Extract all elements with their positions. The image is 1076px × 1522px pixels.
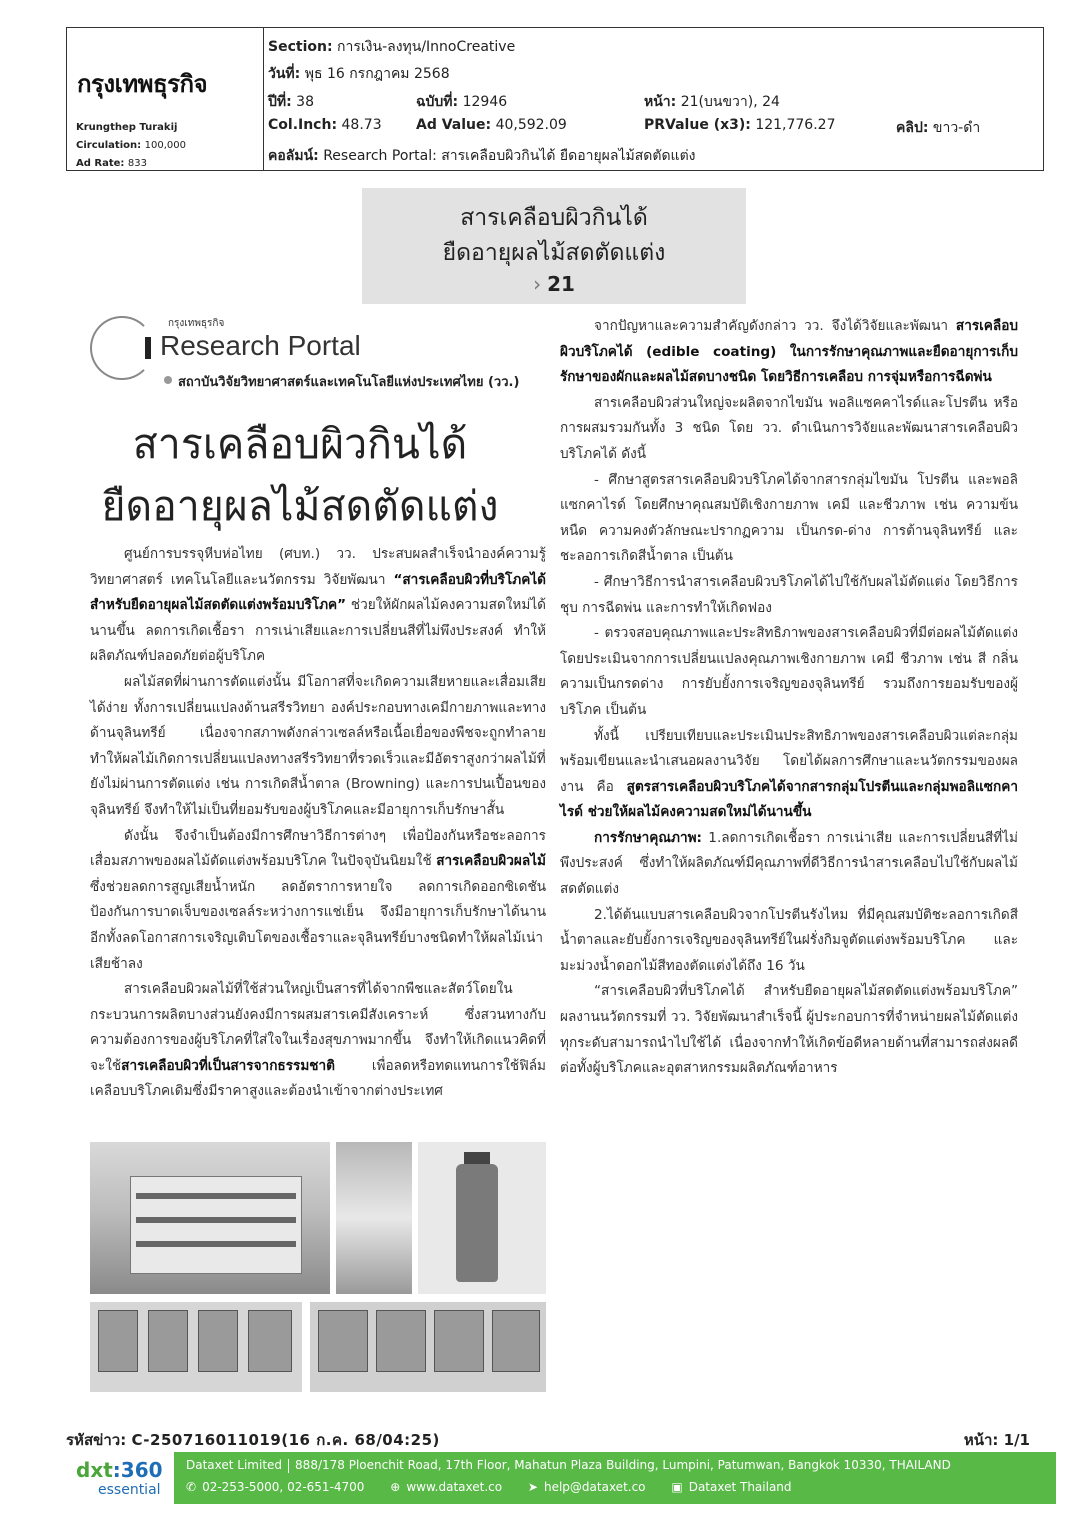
clipping-meta [264,28,1043,170]
paragraph: ศูนย์การบรรจุหีบห่อไทย (ศบท.) วว. ประสบผลสำเร็จนำองค์ความรู้วิทยาศาสตร์ เทคโนโลยีและนวัตกรรม วิจัยพัฒนา “สารเคลือบผิวที่บริโภคได้ สำหรับยืดอายุผลไม้สดตัดแต่งพร้อมบริโภค” ช่วยให้ผักผลไม้คงความสดใหม่ได้นานขึ้น ลดการเกิดเชื้อรา การเน่าเสียและการเปลี่ยนสีที่ไม่พึงประสงค์ ทำให้ผลิตภัณฑ์ปลอดภัยต่อผู้บริโภค [90,546,546,665]
headline-teaser-box [362,188,746,304]
list-item: - ตรวจสอบคุณภาพและประสิทธิภาพของสารเคลือบผิวที่มีต่อผลไม้ตัดแต่ง โดยประเมินจากการเปลี่ยนแปลงคุณภาพเชิงกายภาพ เคมี ชีวภาพ เช่น สี กลิ่น ความเป็นกรดด่าง การยับยั้งการเจริญของจุลินทรีย์ รวมถึงการยอมรับของผู้บริโภค เป็นต้น [560,625,1018,718]
fruit-tray-photo-2 [310,1302,546,1392]
company-address: 888/178 Ploenchit Road, 17th Floor, Mahatun Plaza Building, Lumpini, Patumwan, Bangkok 10330, THAILAND [295,1458,951,1472]
company-contact-line [186,1480,814,1494]
globe-icon: ⊕ [390,1480,401,1494]
portal-logo-bar [145,337,151,359]
portal-organization: สถาบันวิจัยวิทยาศาสตร์และเทคโนโลยีแห่งประเทศไทย (วว.) [178,375,520,390]
column-row: คอลัมน์: Research Portal: สารเคลือบผิวกินได้ ยืดอายุผลไม้สดตัดแต่ง [268,148,696,164]
company-footer-bar [174,1452,1056,1504]
send-icon: ➤ [527,1480,538,1494]
ad-rate: Ad Rate: 833 [76,158,147,169]
publication-panel [67,28,264,170]
phone-contact[interactable]: ✆ 02-253-5000, 02-651-4700 [186,1480,365,1494]
page-field: หน้า: 21(บนขวา), 24 [644,94,780,110]
coating-bottle-photo [418,1142,546,1294]
building-shape [130,1176,302,1274]
fruit-tray [198,1310,238,1372]
circulation: Circulation: 100,000 [76,140,186,151]
portal-title: Research Portal [160,330,361,361]
email-link[interactable]: ➤ help@dataxet.co [527,1480,646,1494]
clip-field: คลิป: ขาว-ดำ [896,120,981,136]
article-right-column [560,314,1018,1082]
paragraph: จากปัญหาและความสำคัญดังกล่าว วว. จึงได้วิจัยและพัฒนา สารเคลือบผิวบริโภคได้ (edible coating) ในการรักษาคุณภาพและยืดอายุการเก็บรักษาของผักและผลไม้สดบางชนิด โดยวิธีการเคลือบ การจุ่มหรือการฉีดพ่น [560,318,1018,386]
colinch-field: Col.Inch: 48.73 [268,117,382,133]
paragraph: ผลไม้สดที่ผ่านการตัดแต่งนั้น มีโอกาสที่จะเกิดความเสียหายและเสื่อมเสียได้ง่าย ทั้งการเปลี่ยนแปลงด้านสรีรวิทยา องค์ประกอบทางเคมีกายภาพและทางด้านจุลินทรีย์ เนื่องจากสภาพดังกล่าวเซลล์หรือเนื้อเยื่อของพืชจะถูกทำลาย ทำให้ผลไม้เกิดการเปลี่ยนแปลงทางสรีรวิทยาที่รวดเร็วและมีอัตราสูงกว่าผลไม้ที่ยังไม่ผ่านการตัดแต่ง เช่น การเกิดสีน้ำตาล (Browning) และการปนเปื้อนของจุลินทรีย์ จึงทำให้ไม่เป็นที่ยอมรับของผู้บริโภคและมีอายุการเก็บรักษาสั้น [90,673,546,818]
advalue-field: Ad Value: 40,592.09 [416,117,567,133]
paragraph: การรักษาคุณภาพ: 1.ลดการเกิดเชื้อรา การเน่าเสีย และการเปลี่ยนสีที่ไม่พึงประสงค์ ซึ่งทำให้ผลิตภัณฑ์มีคุณภาพที่ดีวิธีการนำสารเคลือบไปใช้กับผลไม้สดตัดแต่ง [560,829,1018,898]
dataxet-logo: dxt:360 essential [76,1458,163,1498]
section-row: Section: การเงิน-ลงทุน/InnoCreative [268,39,516,55]
facebook-icon: ▣ [671,1480,683,1494]
article-title-line-2: ยืดอายุผลไม้สดตัดแต่ง [101,482,499,530]
fruit-tray [492,1310,540,1372]
chevron-right-icon: › [533,272,542,296]
article-photos [90,1142,546,1392]
fruit-tray [98,1310,138,1372]
lab-photo [336,1142,412,1294]
paragraph: สารเคลือบผิวผลไม้ที่ใช้ส่วนใหญ่เป็นสารที่ได้จากพืชและสัตว์โดยในกระบวนการผลิตบางส่วนยังคงมีการผสมสารเคมีสังเคราะห์ ซึ่งสวนทางกับความต้องการของผู้บริโภคที่ใส่ใจในเรื่องสุขภาพมากขึ้น จึงทำให้เกิดแนวคิดที่จะใช้สารเคลือบผิวที่เป็นสารจากธรรมชาติ เพื่อลดหรือทดแทนการใช้ฟิล์มเคลือบบริโภคเดิมซึ่งมีราคาสูงและต้องนำเข้าจากต่างประเทศ [90,981,546,1100]
year-field: ปีที่: 38 [268,94,314,110]
list-item: - ศึกษาสูตรสารเคลือบผิวบริโภคได้จากสารกลุ่มไขมัน โปรตีน และพอลิแซกคาไรด์ โดยศึกษาคุณสมบัติเชิงกายภาพ เคมี และชีวภาพ เช่น ความข้นหนืด ความคงตัวลักษณะปรากฏความ เป็นกรด-ด่าง การต้านจุลินทรีย์ และชะลอการเกิดสีน้ำตาล เป็นต้น [560,471,1018,565]
article-left-column [90,542,546,1105]
prvalue-field: PRValue (x3): 121,776.27 [644,117,836,133]
list-item: - ศึกษาวิธีการนำสารเคลือบผิวบริโภคได้ไปใช้กับผลไม้ตัดแต่ง โดยวิธีการชุบ การฉีดพ่น และการทำให้เกิดฟอง [560,573,1018,616]
fruit-tray-photo-1 [90,1302,302,1392]
website-link[interactable]: ⊕ www.dataxet.co [390,1480,503,1494]
teaser-page-ref: › 21 [533,272,575,296]
teaser-line-2: ยืดอายุผลไม้สดตัดแต่ง [442,240,666,266]
fruit-tray [434,1310,484,1372]
fruit-tray [376,1310,426,1372]
bottle-shape [456,1164,498,1282]
phone-icon: ✆ [186,1480,197,1494]
paragraph: ดังนั้น จึงจำเป็นต้องมีการศึกษาวิธีการต่างๆ เพื่อป้องกันหรือชะลอการเสื่อมสภาพของผลไม้ตัดแต่งพร้อมบริโภค ในปัจจุบันนิยมใช้ สารเคลือบผิวผลไม้ ซึ่งช่วยลดการสูญเสียน้ำหนัก ลดอัตราการหายใจ ลดการเกิดออกซิเดชัน ป้องกันการบาดเจ็บของเซลล์ระหว่างการแช่เย็น จึงมีอายุการเก็บรักษาได้นาน อีกทั้งลดโอกาสการเจริญเติบโตของเชื้อราและจุลินทรีย์บางชนิดทำให้ผลไม้เน่าเสียช้าลง [90,827,546,972]
company-address-line [186,1458,951,1473]
paragraph: ทั้งนี้ เปรียบเทียบและประเมินประสิทธิภาพของสารเคลือบผิวแต่ละกลุ่มพร้อมเขียนและนำเสนอผลงานวิจัย โดยได้ผลการศึกษาและนวัตกรรมของผลงาน คือ สูตรสารเคลือบผิวบริโภคได้จากสารกลุ่มโปรตีนและกลุ่มพอลิแซกคาไรด์ ช่วยให้ผลไม้คงความสดใหม่ได้นานขึ้น [560,727,1018,821]
clipping-header [66,27,1044,171]
page-number: หน้า: 1/1 [963,1431,1030,1449]
facebook-link[interactable]: ▣ Dataxet Thailand [671,1480,792,1494]
paragraph: 2.ได้ต้นแบบสารเคลือบผิวจากโปรตีนรังไหม ที่มีคุณสมบัติชะลอการเกิดสีน้ำตาลและยับยั้งการเจริญของจุลินทรีย์ในฝรั่งกิมจูตัดแต่งพร้อมบริโภค และมะม่วงน้ำดอกไม้สีทองตัดแต่งได้ถึง 16 วัน [560,906,1018,974]
article-title-line-1: สารเคลือบผิวกินได้ [132,420,468,468]
fruit-tray [248,1310,292,1372]
publication-logo: กรุงเทพธุรกิจ [77,70,208,98]
bullet-dot-icon [164,376,172,384]
portal-publisher: กรุงเทพธุรกิจ [168,318,225,329]
fruit-tray [318,1310,368,1372]
paragraph: “สารเคลือบผิวที่บริโภคได้ สำหรับยืดอายุผลไม้สดตัดแต่งพร้อมบริโภค” ผลงานนวัตกรรมที่ วว. วิจัยพัฒนาสำเร็จนี้ ผู้ประกอบการที่จำหน่ายผลไม้ตัดแต่งทุกระดับสามารถนำไปใช้ได้ เนื่องจากทำให้เกิดข้อดีหลายด้านที่สามารถส่งผลดีต่อทั้งผู้บริโภคและอุตสาหกรรมผลิตภัณฑ์อาหาร [560,983,1018,1077]
teaser-line-1: สารเคลือบผิวกินได้ [460,205,648,231]
date-row: วันที่: พุธ 16 กรกฎาคม 2568 [268,66,450,82]
building-photo [90,1142,330,1294]
news-code: รหัสข่าว: C-250716011019(16 ก.ค. 68/04:25) [66,1431,440,1449]
fruit-tray [148,1310,188,1372]
company-name: Dataxet Limited [186,1458,283,1472]
publication-name-en: Krungthep Turakij [76,122,178,133]
paragraph: สารเคลือบผิวส่วนใหญ่จะผลิตจากไขมัน พอลิแซคคาไรด์และโปรตีน หรือการผสมรวมกันทั้ง 3 ชนิด โดย วว. ดำเนินการวิจัยและพัฒนาสารเคลือบผิวบริโภคได้ ดังนี้ [560,394,1018,462]
issue-field: ฉบับที่: 12946 [416,94,508,110]
